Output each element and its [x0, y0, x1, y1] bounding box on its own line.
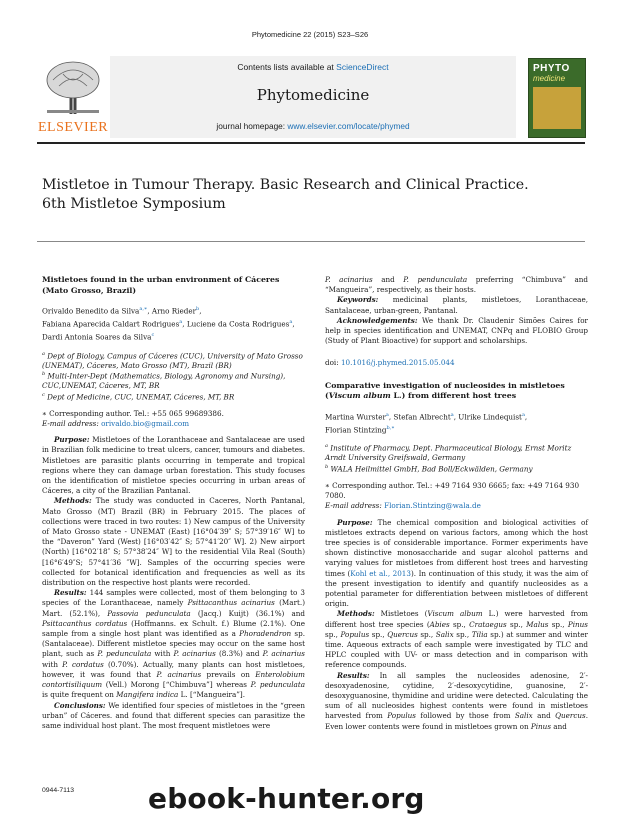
- cover-image: [533, 87, 581, 129]
- article2-methods: Methods: Mistletoes (Viscum album L.) were harvested from different host tree species (Abies sp., Crataegus sp., Malus sp., Pinus sp., Populus sp., Quercus sp., Salix sp., Tilia sp.) at summer and winter time. Aqueous extracts of each sample were investigated by TLC and HPLC coupled with UV- or mass detection and in comparison with reference compounds.: [325, 609, 588, 670]
- article1-methods: Methods: The study was conducted in Caceres, North Pantanal, Mato Grosso (MT) Brazil (BR) in February 2015. The places of collections were traced in two routes: 1) New campus of the University of Mato Grosso state - UNEMAT (East) [16°04′39″ S; 57°39′16″ W] to the “Daveron” Yard (West) [16°03′42″ S; 57°41′20″ W]. 2) New airport (North) [16°02′18″ S; 57°38′24″ W] to the residential Vila Real (South) [16°6′49″S; 57°41′36 ″W]. Samples of the occurring species were collected for botanical identification and frequencies as well as its distribution on the respective host plants were recorded.: [42, 496, 305, 588]
- journal-cover-thumbnail: [528, 58, 586, 138]
- supplement-title: [42, 176, 562, 214]
- article2-affiliations: $^a$ Institute of Pharmacy, Dept. Pharmaceutical Biology, Ernst Moritz Arndt University Greifswald, Germany $^b$ WALA Heilmittel GmbH, Bad Boll/Eckwälden, Germany: [325, 443, 572, 474]
- journal-title: Phytomedicine: [256, 86, 370, 104]
- article2-corresponding: ∗ Corresponding author. Tel.: +49 7164 930 6665; fax: +49 7164 930 7080. E-mail address: Florian.Stintzing@wala.de: [325, 480, 580, 511]
- elsevier-wordmark: ELSEVIER: [38, 120, 109, 135]
- article2-results: Results: In all samples the nucleosides adenosine, 2′-desoxyadenosine, cytidine, 2′-desoxycytidine, guanosine, 2′-desoxyguanosine, thymidine and uridine were detected. Calculating the sum of all nucleosides highest contents were found in mistletoes harvested from Populus followed by those from Salix and Quercus. Even lower contents were found in mistletoes grown on Pinus and: [325, 670, 588, 731]
- right-column: [325, 275, 588, 732]
- article1-conclusions-continued: P. acinarius and P. pendunculata preferring “Chimbuva” and “Mangueira”, respectively, as their hosts.: [325, 275, 588, 295]
- article1-results: Results: 144 samples were collected, most of them belonging to 3 species of the Loranthaceae, namely Psittacanthus acinarius (Mart.) Mart. (52.1%), Passovia pedunculata (Jacq.) Kuijt) (36.1%) and Psittacanthus cordatus (Hoffmanns. ex Schult. f.) Blume (2.1%). One sample from a single host plant was identified as a Phoradendron sp. (Santalaceae). Different mistletoe species may occur on the same host plant, such as P. pedunculata with P. acinarius (8.3%) and P. acinarius with P. cordatus (0.70%). Actually, many plants can host mistletoes, however, it was found that P. acinarius prevails on Enterolobium contortisiliquum (Vell.) Morong [“Chimbuva”] whereas P. pedunculata is quite frequent on Mangifera indica L. [“Mangueira”].: [42, 588, 305, 700]
- elsevier-logo: [38, 58, 108, 140]
- contents-line: Contents lists available at ScienceDirect: [237, 62, 389, 72]
- article1-corresponding: ∗ Corresponding author. Tel.: +55 065 99689386. E-mail address: orivaldo.bio@gmail.com: [42, 408, 224, 429]
- article1-conclusions: Conclusions: We identified four species of mistletoes in the “green urban” of Cáceres. and found that different species can parasitize the same individual host plant. The most frequent mistletoes were: [42, 700, 305, 730]
- issn-footer: 0944-7113: [42, 787, 74, 794]
- cover-title: PHYTO: [533, 63, 570, 74]
- homepage-link[interactable]: www.elsevier.com/locate/phymed: [287, 121, 410, 131]
- watermark-text: ebook-hunter.org: [148, 782, 425, 815]
- supplement-title-line2: 6th Mistletoe Symposium: [42, 196, 226, 212]
- article1-purpose: Purpose: Mistletoes of the Loranthaceae and Santalaceae are used in Brazilian folk medicine to treat ulcers, cancer, tumours and diabetes. Mistletoes are parasitic plants occurring in temperate and tropical regions where they can damage urban forestation. This study focuses on the identification of mistletoe species occurring in urban areas of Cáceres, a city of the Brazilian Pantanal.: [42, 435, 305, 496]
- article1-doi: doi: 10.1016/j.phymed.2015.05.044: [325, 358, 455, 368]
- elsevier-tree-icon: [41, 58, 105, 116]
- article1-doi-link[interactable]: 10.1016/j.phymed.2015.05.044: [340, 358, 455, 368]
- kohl-citation-link[interactable]: Kohl et al., 2013: [350, 568, 411, 578]
- cover-subtitle: medicine: [533, 74, 566, 83]
- article1-keywords: Keywords: medicinal plants, mistletoes, Loranthaceae, Santalaceae, urban-green, Pantanal.: [325, 295, 588, 315]
- article2-purpose: Purpose: The chemical composition and biological activities of mistletoes extracts depend on various factors, among which the host tree species is of considerable importance. Former experiments have shown distinctive monosaccharide and sugar alcohol patterns and varying values for mistletoes from different host trees and harvesting times (Kohl et al., 2013). In continuation of this study, it was the aim of the present investigation to identify and quantify nucleosides as a potential parameter for differentiation between mistletoes of different origin.: [325, 517, 588, 609]
- article1-affiliations: $^a$ Dept of Biology, Campus of Cáceres (CUC), University of Mato Grosso (UNEMAT), Cáceres, Mato Grosso (MT), Brazil (BR) $^b$ Multi-Inter-Dept (Mathematics, Biology, Agronomy and Nursing), CUC,UNEMAT, Cáceres, MT, BR $^c$ Dept of Medicine, CUC, UNEMAT, Cáceres, MT, BR: [42, 350, 303, 402]
- title-rule: [37, 241, 585, 242]
- homepage-line: journal homepage: www.elsevier.com/locate/phymed: [216, 121, 410, 131]
- article2-title: Comparative investigation of nucleosides in mistletoes (Viscum album L.) from different host trees: [325, 380, 565, 401]
- article1-email-link[interactable]: orivaldo.bio@gmail.com: [101, 419, 190, 429]
- sciencedirect-link[interactable]: ScienceDirect: [336, 62, 389, 72]
- left-column: [42, 275, 305, 731]
- header-rule: [37, 142, 585, 144]
- article2-authors: Martina Wurster$^a$, Stefan Albrecht$^a$, Ulrike Lindequist$^a$, Florian Stintzing$^{b,∗}$: [325, 411, 528, 434]
- article2-email-link[interactable]: Florian.Stintzing@wala.de: [384, 501, 481, 511]
- supplement-title-line1: Mistletoe in Tumour Therapy. Basic Research and Clinical Practice.: [42, 177, 529, 193]
- article1-authors: Orivaldo Benedito da Silva$^{a,∗}$, Arno Rieder$^b$, Fabiana Aparecida Caldart Rodrigues$^a$, Luciene da Costa Rodrigues$^a$, Dardi Antonia Soares da Silva$^c$: [42, 306, 295, 342]
- article1-acknowledgements: Acknowledgements: We thank Dr. Claudenir Simões Caires for help in species identification and UNEMAT, CNPq and FLOBIO Group (Study of Plant Bioactive) for support and scholarships.: [325, 315, 588, 346]
- running-head: Phytomedicine 22 (2015) S23–S26: [251, 30, 369, 39]
- journal-masthead: [110, 56, 516, 138]
- article1-title: Mistletoes found in the urban environment of Cáceres (Mato Grosso, Brazil): [42, 275, 280, 295]
